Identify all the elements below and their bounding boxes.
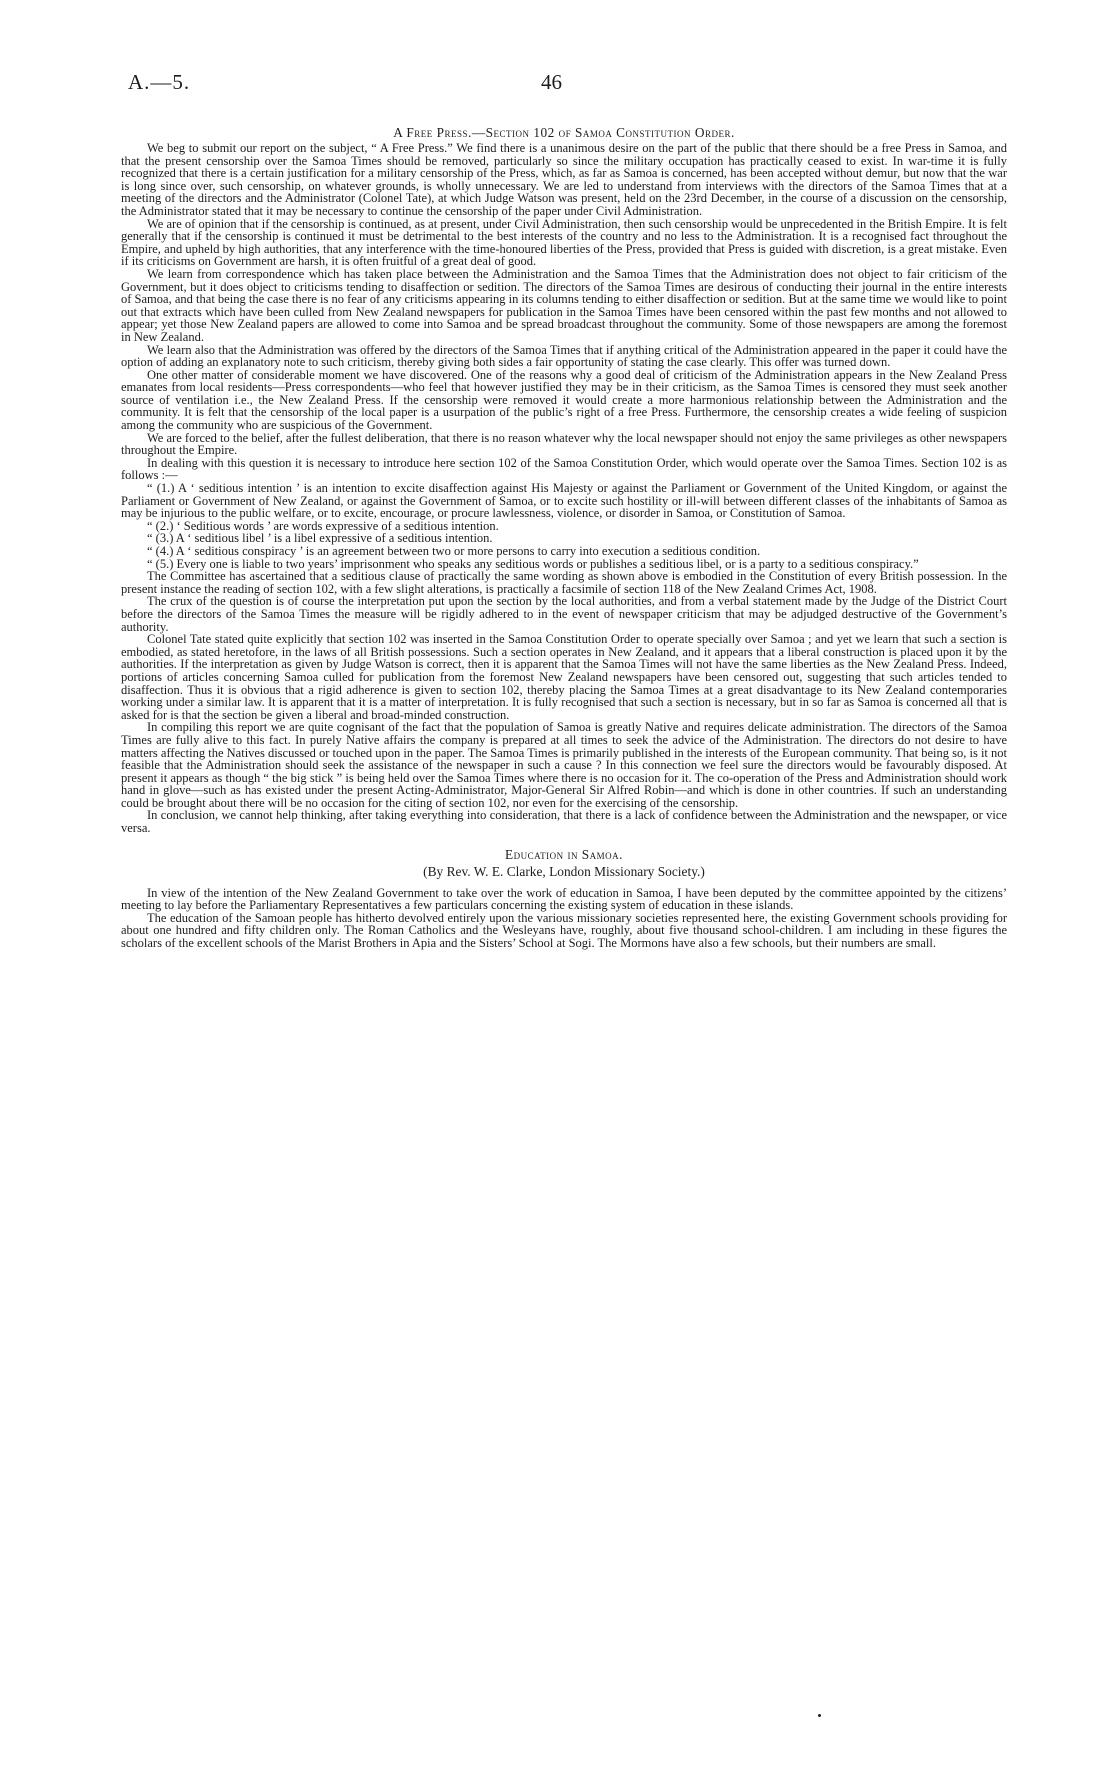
quoted-clause: “ (1.) A ‘ seditious intention ’ is an intention to excite disaffection against His Majesty or against the Parliament or Government of the United Kingdom, or against the Parliament or Government of New Zealand, or against the Government of Samoa, or to excite such hostility or ill-will between different classes of the inhabitants of Samoa as may be injurious to the public welfare, or to excite, encourage, or procure lawlessness, violence, or disorder in Samoa, or Constitution of Samoa. <box>121 481 1007 521</box>
paragraph: Colonel Tate stated quite explicitly that section 102 was inserted in the Samoa Constitution Order to operate specially over Samoa ; and yet we learn that such a section is embodied, as stated heretofore, in the laws of all British possessions. Such a section operates in New Zealand, and it appears that a liberal construction is placed upon it by the authorities. If the interpretation as given by Judge Watson is correct, then it is apparent that the Samoa Times will not have the same liberties as the New Zealand Press. Indeed, portions of articles concerning Samoa culled for publication from the foremost New Zealand newspapers have been censored out, suggesting that such articles tended to disaffection. Thus it is obvious that a rigid adherence is given to section 102, thereby placing the Samoa Times at a great disadvantage to its New Zealand contemporaries working under a similar law. It is apparent that it is a matter of interpretation. It is fully recognised that such a section is necessary, but in so far as Samoa is concerned all that is asked for is that the section be given a liberal and broad-minded construction. <box>121 632 1007 722</box>
section-title-free-press: A Free Press.—Section 102 of Samoa Constitution Order. <box>393 125 735 140</box>
body-column <box>121 125 1007 950</box>
paragraph: We are of opinion that if the censorship is continued, as at present, under Civil Administration, then such censorship would be unprecedented in the British Empire. It is felt generally that if the censorship is continued it must be detrimental to the best interests of the country and no less to the Administration. It is a recognised fact throughout the Empire, and upheld by high authorities, that any interference with the time-honoured liberties of the Press, provided that Press is guided with discretion, is a great mistake. Even if its criticisms on Government are harsh, it is often fruitful of a great deal of good. <box>121 216 1007 269</box>
paragraph: The crux of the question is of course the interpretation put upon the section by the local authorities, and from a verbal statement made by the Judge of the District Court before the directors of the Samoa Times the measure will be rigidly adhered to in the event of newspaper criticism that may be adjudged destructive of the Government’s authority. <box>121 594 1007 634</box>
paragraph: In compiling this report we are quite cognisant of the fact that the population of Samoa is greatly Native and requires delicate administration. The directors of the Samoa Times are fully alive to this fact. In purely Native affairs the company is prepared at all times to seek the advice of the Administration. The directors do not desire to have matters affecting the Natives discussed or touched upon in the paper. The Samoa Times is primarily published in the interests of the European community. That being so, is it not feasible that the Administration should seek the assistance of the newspaper in such a cause ? In this connection we feel sure the directors would be favourably disposed. At present it appears as though “ the big stick ” is being held over the Samoa Times where there is no occasion for it. The co-operation of the Press and Administration should work hand in glove—such as has existed under the present Acting-Administrator, Major-General Sir Alfred Robin—and which is done in other countries. If such an understanding could be brought about there will be no occasion for the citing of section 102, nor even for the exercising of the censorship. <box>121 720 1007 810</box>
paragraph: The Committee has ascertained that a seditious clause of practically the same wording as shown above is embodied in the Constitution of every British possession. In the present instance the reading of section 102, with a few slight alterations, is practically a facsimile of section 118 of the New Zealand Crimes Act, 1908. <box>121 569 1007 596</box>
paragraph: We learn also that the Administration was offered by the directors of the Samoa Times that if anything critical of the Administration appeared in the paper it could have the option of adding an explanatory note to such criticism, thereby giving both sides a fair opportunity of stating the case clearly. This offer was turned down. <box>121 342 1007 370</box>
section-spacer <box>121 835 1007 847</box>
section-byline: (By Rev. W. E. Clarke, London Missionary Society.) <box>423 863 705 879</box>
paragraph: We learn from correspondence which has taken place between the Administration and the Samoa Times that the Administration does not object to fair criticism of the Government, but it does object to criticisms tending to disaffection or sedition. The directors of the Samoa Times are desirous of conducting their journal in the entire interests of Samoa, and that being the case there is no fear of any criticisms appearing in its columns tending to either disaffection or sedition. But at the same time we would like to point out that extracts which have been culled from New Zealand newspapers for publication in the Samoa Times have been censored within the past few months and not allowed to appear; yet those New Zealand papers are allowed to come into Samoa and be spread broadcast throughout the community. Some of those newspapers are among the foremost in New Zealand. <box>121 266 1007 344</box>
paragraph: We beg to submit our report on the subject, “ A Free Press.” We find there is a unanimous desire on the part of the public that there should be a free Press in Samoa, and that the present censorship over the Samoa Times should be removed, particularly so since the military occupation has practically ceased to exist. In war-time it is fully recognized that there is a certain justification for a military censorship of the Press, which, as far as Samoa is concerned, has been accepted without demur, but now that the war is long since over, such censorship, on whatever grounds, is wholly unnecessary. We are led to understand from interviews with the directors of the Samoa Times that at a meeting of the directors and the Administrator (Colonel Tate), at which Judge Watson was present, held on the 23rd December, in the course of a discussion on the censorship, the Administrator stated that it may be necessary to continue the censorship of the paper under Civil Administration. <box>121 141 1007 218</box>
section-title-education: Education in Samoa. <box>505 846 623 862</box>
paragraph: In dealing with this question it is necessary to introduce here section 102 of the Samoa Constitution Order, which would operate over the Samoa Times. Section 102 is as follows :— <box>121 455 1007 483</box>
page-number: 46 <box>541 70 562 94</box>
paragraph: In view of the intention of the New Zealand Government to take over the work of education in Samoa, I have been deputed by the committee appointed by the citizens’ meeting to lay before the Parliamentary Representatives a few particulars concerning the existing system of education in these islands. <box>121 885 1007 913</box>
paragraph: We are forced to the belief, after the fullest deliberation, that there is no reason whatever why the local newspaper should not enjoy the same privileges as other newspapers throughout the Empire. <box>121 430 1007 458</box>
paragraph: In conclusion, we cannot help thinking, after taking everything into consideration, that there is a lack of confidence between the Administration and the newspaper, or vice versa. <box>121 808 1007 836</box>
quoted-clause: “ (4.) A ‘ seditious conspiracy ’ is an agreement between two or more persons to carry into execution a seditious condition. <box>147 544 761 558</box>
print-speck <box>818 1714 821 1717</box>
quoted-clause: “ (5.) Every one is liable to two years’ imprisonment who speaks any seditious words or publishes a seditious libel, or is a party to a seditious conspiracy.” <box>147 556 919 571</box>
quoted-clause: “ (2.) ‘ Seditious words ’ are words expressive of a seditious intention. <box>147 518 499 533</box>
paragraph: One other matter of considerable moment we have discovered. One of the reasons why a good deal of criticism of the Administration appears in the New Zealand Press emanates from local residents—Press correspondents—who feel that however justified they may be in their criticism, as the Samoa Times is censored they must seek another source of ventilation i.e., the New Zealand Press. If the censorship were removed it would create a more harmonious relationship between the Administration and the community. It is felt that the censorship of the local paper is a usurpation of the public’s right of a free Press. Furthermore, the censorship creates a wide feeling of suspicion among the community who are suspicious of the Government. <box>121 367 1007 433</box>
quoted-clause: “ (3.) A ‘ seditious libel ’ is a libel expressive of a seditious intention. <box>147 531 493 546</box>
document-reference: A.—5. <box>128 70 191 94</box>
paragraph: The education of the Samoan people has hitherto devolved entirely upon the various missionary societies represented here, the existing Government schools providing for about one hundred and fifty children only. The Roman Catholics and the Wesleyans have, roughly, about five thousand school-children. I am including in these figures the scholars of the excellent schools of the Marist Brothers in Apia and the Sisters’ School at Sogi. The Mormons have also a few schools, but their numbers are small. <box>121 910 1007 951</box>
